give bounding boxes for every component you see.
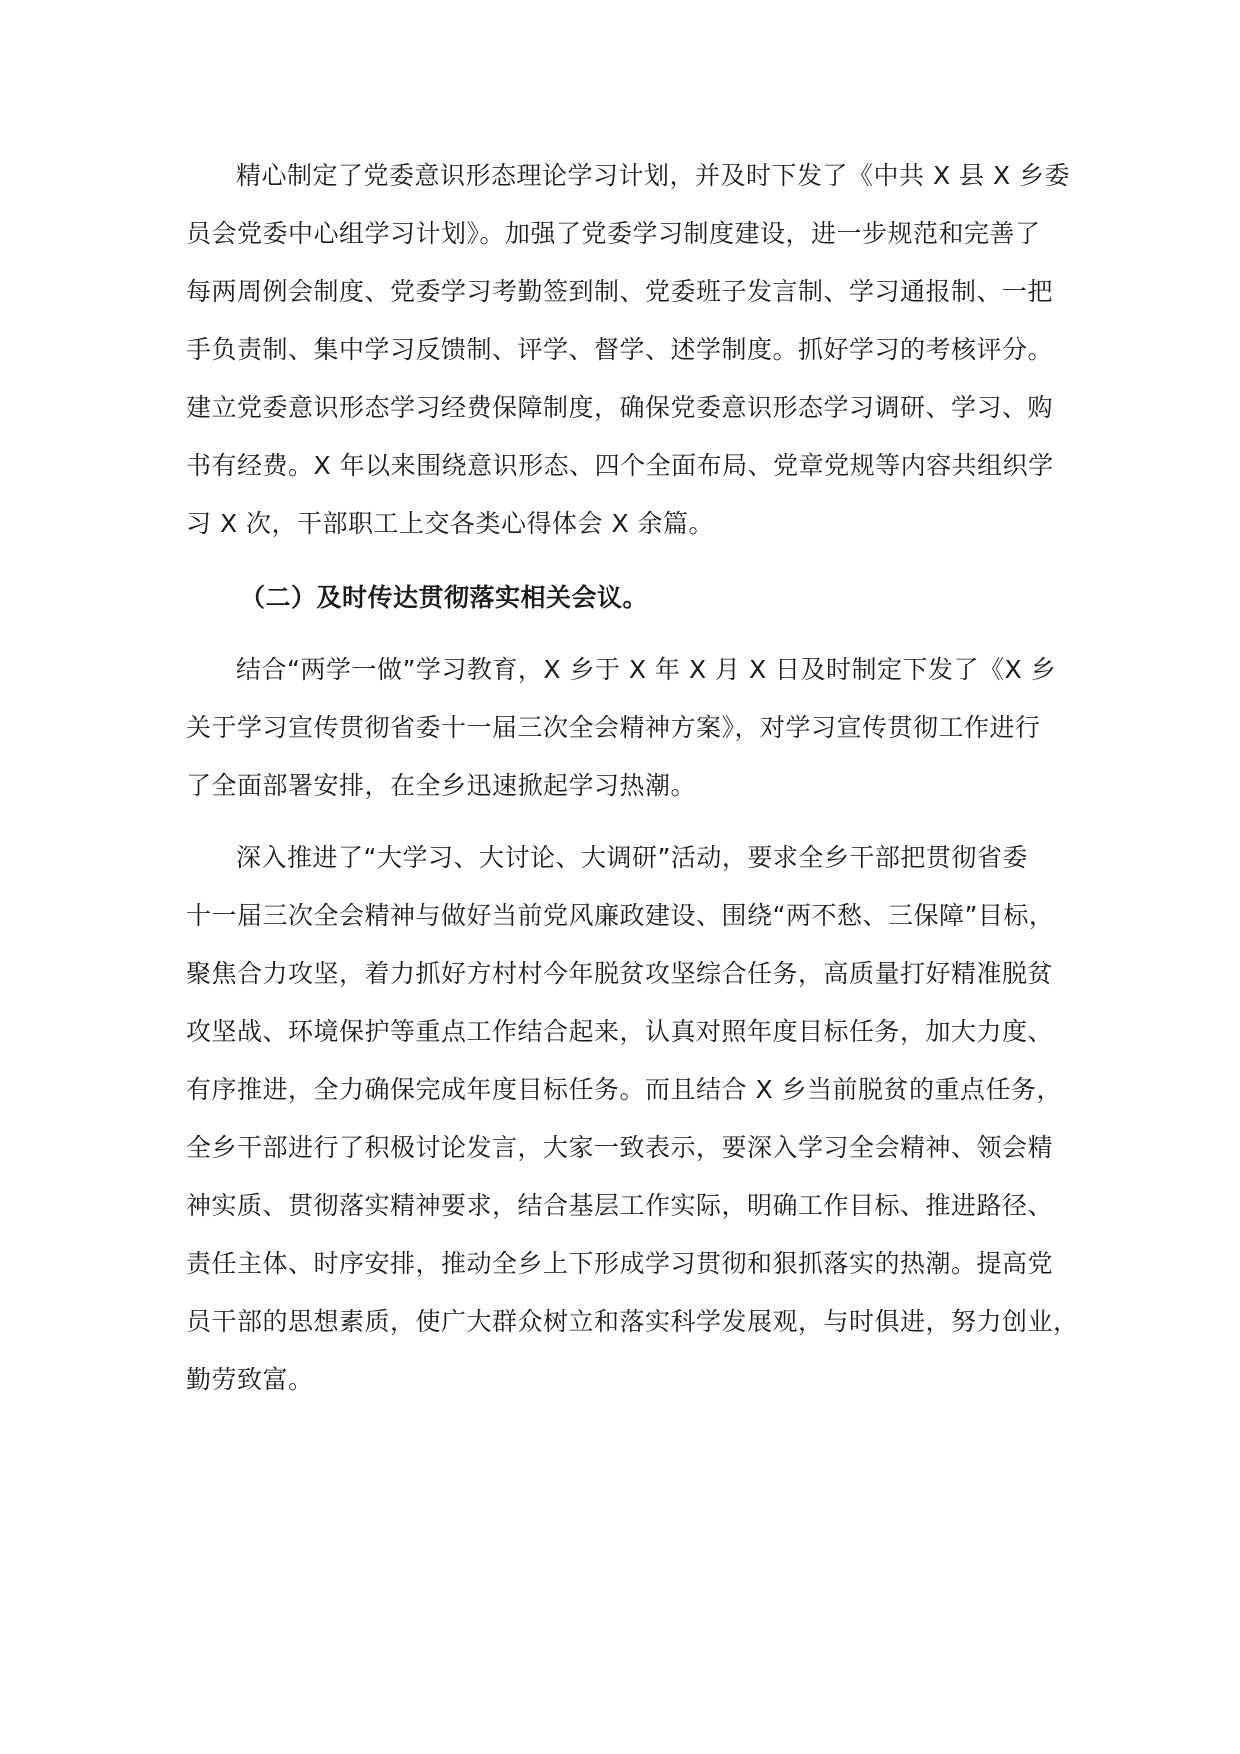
paragraph-1-line-2: 员会党委中心组学习计划》。加强了党委学习制度建设，进一步规范和完善了 <box>186 219 1041 248</box>
paragraph-3-line-7: 神实质、贯彻落实精神要求，结合基层工作实际，明确工作目标、推进路径、 <box>186 1191 1054 1220</box>
paragraph-1-line-7: 习 X 次，干部职工上交各类心得体会 X 余篇。 <box>186 509 715 538</box>
paragraph-3-line-1: 深入推进了“大学习、大讨论、大调研”活动，要求全乡干部把贯彻省委 <box>236 843 1028 872</box>
paragraph-1-line-6: 书有经费。X 年以来围绕意识形态、四个全面布局、党章党规等内容共组织学 <box>186 451 1054 480</box>
paragraph-1-line-4: 手负责制、集中学习反馈制、评学、督学、述学制度。抓好学习的考核评分。 <box>186 335 1054 364</box>
paragraph-1-line-1: 精心制定了党委意识形态理论学习计划，并及时下发了《中共 X 县 X 乡委 <box>236 161 1071 190</box>
paragraph-3-line-5: 有序推进，全力确保完成年度目标任务。而且结合 X 乡当前脱贫的重点任务， <box>186 1075 1063 1104</box>
paragraph-2-line-2: 关于学习宣传贯彻省委十一届三次全会精神方案》，对学习宣传贯彻工作进行 <box>186 713 1041 742</box>
paragraph-1-line-5: 建立党委意识形态学习经费保障制度，确保党委意识形态学习调研、学习、购 <box>186 393 1054 422</box>
paragraph-1-line-3: 每两周例会制度、党委学习考勤签到制、党委班子发言制、学习通报制、一把 <box>186 277 1054 306</box>
section-heading: （二）及时传达贯彻落实相关会议。 <box>240 583 649 612</box>
paragraph-2-line-1: 结合“两学一做”学习教育，X 乡于 X 年 X 月 X 日及时制定下发了《X 乡 <box>236 655 1057 684</box>
paragraph-3-line-8: 责任主体、时序安排，推动全乡上下形成学习贯彻和狠抓落实的热潮。提高党 <box>186 1249 1054 1278</box>
paragraph-3-line-4: 攻坚战、环境保护等重点工作结合起来，认真对照年度目标任务，加大力度、 <box>186 1017 1054 1046</box>
paragraph-3-line-10: 勤劳致富。 <box>186 1365 314 1394</box>
paragraph-2-line-3: 了全面部署安排，在全乡迅速掀起学习热潮。 <box>186 771 697 800</box>
paragraph-3-line-9: 员干部的思想素质，使广大群众树立和落实科学发展观，与时俱进，努力创业， <box>186 1307 1079 1336</box>
paragraph-3-line-3: 聚焦合力攻坚，着力抓好方村村今年脱贫攻坚综合任务，高质量打好精准脱贫 <box>186 959 1054 988</box>
paragraph-3-line-2: 十一届三次全会精神与做好当前党风廉政建设、围绕“两不愁、三保障”目标， <box>186 901 1055 930</box>
paragraph-3-line-6: 全乡干部进行了积极讨论发言，大家一致表示，要深入学习全会精神、领会精 <box>186 1133 1054 1162</box>
